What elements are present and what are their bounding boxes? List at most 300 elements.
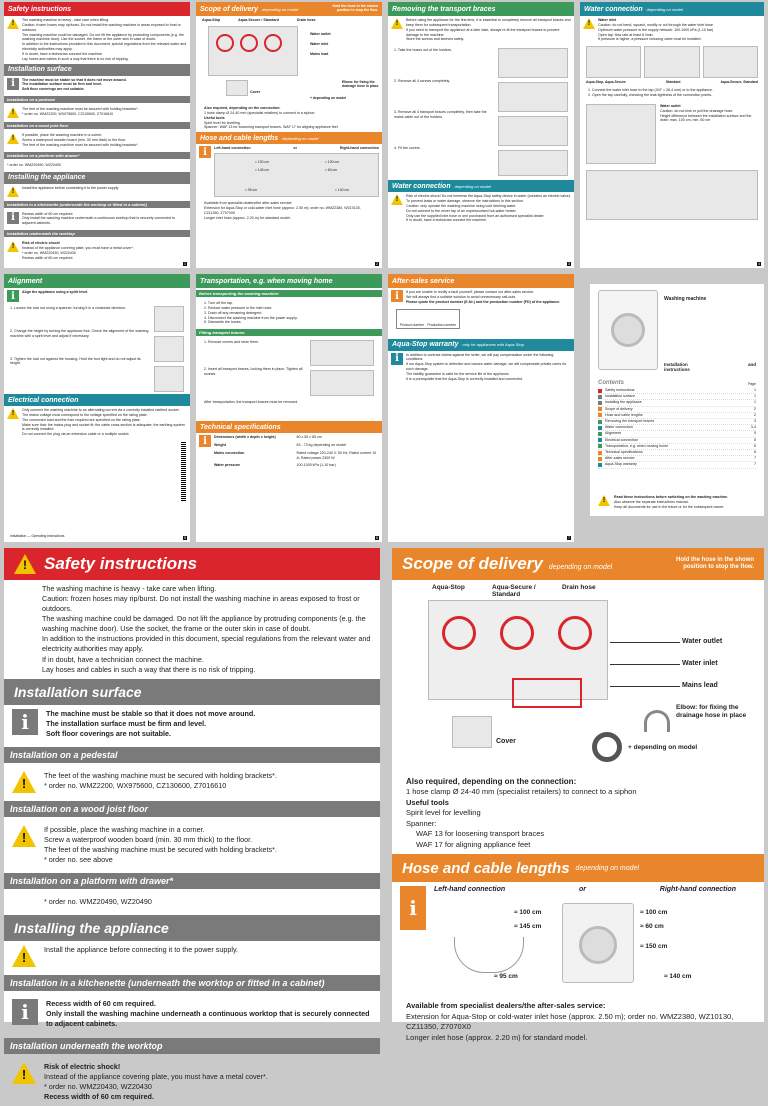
water-inlet-item: Caution: do not bend, squash, modify or cut through the water inlet hose. xyxy=(598,22,714,27)
elbow-icon xyxy=(644,710,670,732)
toc-bullet-icon xyxy=(598,463,602,467)
warning-icon xyxy=(12,1062,36,1084)
inlet-label: Standard xyxy=(665,80,681,85)
toc-page: 7 xyxy=(754,456,756,461)
electrical-item: Only connect the washing machine to an alternating current via a correctly installed earthed socket. xyxy=(22,408,180,412)
zoom-hose-label: Water inlet xyxy=(682,660,718,667)
zoom-panel-safety xyxy=(4,548,380,1101)
alignment-title-bar xyxy=(4,274,190,288)
water-inlet-item: Optimum water pressure in the supply network: 100-1000 kPa (1-10 bar) xyxy=(598,27,714,32)
inlet-illustration xyxy=(644,46,699,78)
zoom-cover-item: Recess width of 60 cm required. xyxy=(44,1091,154,1101)
zoom-safety-item: The washing machine is heavy - take care when lifting. xyxy=(42,584,217,593)
hose-label: Water outlet xyxy=(310,32,331,36)
alignment-illustration xyxy=(154,336,184,362)
braces-intro: Store the screws and sleeves safely. xyxy=(406,37,465,42)
toc-label: Aqua-Stop warranty xyxy=(605,462,637,467)
outlet-illustration xyxy=(586,104,656,164)
zoom-also-item: Useful tools xyxy=(406,797,449,807)
water-connection-title: Water connection xyxy=(392,182,451,190)
zoom-beam-item: * order no. see above xyxy=(44,855,113,865)
zoom-install-item: The installation surface must be firm and level. xyxy=(46,718,207,728)
zoom-pedestal-item: The feet of the washing machine must be secured with holding brackets*. xyxy=(44,770,277,780)
zoom-also-item: 1 hose clamp Ø 24-40 mm (specialist retailers) to connect to a siphon xyxy=(406,787,637,797)
toc-bullet-icon xyxy=(598,389,602,393)
water-title: Water connection xyxy=(584,5,643,13)
zoom-scope-label: Drain hose xyxy=(562,584,596,591)
warning-icon xyxy=(7,133,19,144)
toc-label: Hose and cable lengths xyxy=(605,412,643,417)
cover-subtitle: Installation xyxy=(664,362,688,367)
zoom-avail-item: Available from specialist dealers/the after-sales service: xyxy=(406,1001,606,1011)
cover-subtitle-and: and xyxy=(747,362,756,367)
hose-lengths-title: Hose and cable lengths xyxy=(200,134,279,142)
warning-icon xyxy=(12,825,36,847)
warning-icon xyxy=(391,18,403,29)
toc-bullet-icon xyxy=(598,395,602,399)
aqua-stop-title: Aqua-Stop warranty xyxy=(392,341,459,349)
specs-title: Technical specifications xyxy=(200,423,281,431)
prep-heading: Before transporting the washing machine: xyxy=(196,290,382,297)
door-icon xyxy=(579,926,617,964)
production-number-label: Production number xyxy=(427,322,456,327)
also-item: Spanner: WAF 13 for loosening transport braces, WAF 17 for aligning appliance feet xyxy=(204,125,338,130)
cover-label: Cover xyxy=(250,90,261,94)
callout-circle xyxy=(240,34,258,52)
scope-label: Drain hose xyxy=(296,18,316,22)
avail-item: Longer inlet hose (approx. 2.20 m) for standard model. xyxy=(204,215,291,220)
dimension: ≈ 95 cm xyxy=(245,188,258,193)
beam-item: If possible, place the washing machine in a corner. xyxy=(22,133,103,138)
toc-bullet-icon xyxy=(598,413,602,417)
hose-label: Mains lead xyxy=(310,52,329,56)
water-item: Caution: only operate the washing machine using cold drinking water. xyxy=(406,203,517,208)
braces-title-bar xyxy=(388,2,574,16)
or-label: or xyxy=(293,146,297,151)
transport-title: Transportation, e.g. when moving home xyxy=(200,277,333,285)
water-connection-sub: depending on model xyxy=(454,183,491,189)
warning-icon xyxy=(598,495,610,506)
info-icon: i xyxy=(7,212,19,224)
zoom-also-item: Spirit level for levelling xyxy=(406,808,481,818)
cover-footer: Also observe the separate instructions manual. xyxy=(614,500,689,505)
toc-page: 6 xyxy=(754,450,756,455)
spec-label: Weight xyxy=(214,442,226,447)
toc-label: Technical specifications xyxy=(605,450,643,455)
braces-step: 4. Fit the covers. xyxy=(394,145,421,150)
zoom-install-item: The machine must be stable so that it does not move around. xyxy=(46,708,256,718)
washing-machine-illustration xyxy=(598,290,658,370)
page-number: 5 xyxy=(184,536,186,540)
fit-illustration xyxy=(310,340,374,366)
zoom-install-surface-title: Installation surface xyxy=(14,683,142,700)
zoom-avail-item: Extension for Aqua-Stop or cold-water inlet hose (approx. 2.50 m); order no. WMZ2380, WZ10130, CZ11350, Z7070X0 xyxy=(406,1011,734,1032)
toc-page: 6 xyxy=(754,443,756,448)
contents-title: Contents xyxy=(598,380,624,386)
aqua-item: If our Aqua-Stop system is defective and causes water damage, we will compensate private users for such damage. xyxy=(406,362,567,372)
zoom-appliance-bar xyxy=(4,915,380,941)
aqua-item: The liability guarantee is valid for the service life of the appliance. xyxy=(406,371,510,376)
hose-length-illustration xyxy=(214,153,379,197)
transport-title-bar xyxy=(196,274,382,288)
warning-icon xyxy=(12,771,36,793)
toc-label: Removing the transport braces xyxy=(605,419,655,424)
electrical-item: The mains voltage must correspond to the voltage specified on the rating plate. xyxy=(22,412,148,417)
callout-box xyxy=(512,678,582,708)
beam-item: Screw a waterproof wooden board (min. 30 mm thick) to the floor. xyxy=(22,137,127,142)
depending-label: + depending on model xyxy=(310,96,347,100)
zoom-beam-item: The feet of the washing machine must be secured with holding brackets*. xyxy=(44,845,277,855)
fit-step: 2. Insert all transport braces, locking them in place. Tighten all screws. xyxy=(204,367,303,376)
dimension: ≈ 60 cm xyxy=(325,168,338,173)
zoom-kitchen-item: Only install the washing machine underneath a continuous worktop that is securely connected to adjacent cabinets. xyxy=(46,1009,370,1029)
safety-item: The washing machine could be damaged. Do not lift the appliance by protruding components (e.g. the washing machine door). Use the socket, the frame or the outer skin in case of doubt. xyxy=(22,32,184,42)
alignment-step: 3. Tighten the lock nut against the housing. Hold the foot tight and do not adjust its height. xyxy=(10,356,141,366)
cover-heading: Risk of electric shock! xyxy=(22,241,61,246)
zoom-beam-heading: Installation on a wood joist floor xyxy=(4,801,380,817)
zoom-safety-title: Safety instructions xyxy=(44,554,198,573)
zoom-scope-side-note: Hold the hose in the shown position to stop the flow. xyxy=(676,557,754,570)
warning-icon xyxy=(583,18,595,29)
connect-step: 2. Open the tap carefully, checking the leak tightness of the connection points. xyxy=(588,93,712,98)
info-icon: i xyxy=(12,999,38,1025)
hose-lengths-bar xyxy=(196,132,382,144)
pedestal-item: * order no. WMZ2200, WX975600, CZ130600, Z7016610 xyxy=(22,111,114,116)
zoom-also-item: WAF 13 for loosening transport braces xyxy=(416,829,545,839)
also-item: Useful tools xyxy=(204,115,225,120)
right-connection-label: Right-hand connection xyxy=(339,146,379,151)
toc-label: Alignment xyxy=(605,431,621,436)
alignment-step: 1. Loosen the lock nut using a spanner, turning it in a clockwise direction. xyxy=(10,306,127,310)
inlet-label: Aqua-Secure, Standard xyxy=(720,80,758,85)
after-sales-title-bar xyxy=(388,274,574,288)
zoom-scope-sub: depending on model xyxy=(548,564,613,571)
electrical-item: The connected load and the fuse required are specified on the rating plate. xyxy=(22,417,141,422)
warning-icon xyxy=(7,241,19,252)
zoom-right-connection-label: Right-hand connection xyxy=(659,886,736,894)
cover-title: Washing machine xyxy=(664,296,707,302)
after-sales-title: After-sales service xyxy=(392,277,455,285)
washing-machine-front-icon xyxy=(562,903,634,983)
safety-item: Caution: frozen hoses may rip/burst. Do not install the washing machine in areas exposed to frost or outdoors. xyxy=(22,22,181,32)
zoom-scope-title-bar xyxy=(392,548,764,580)
zoom-scope-label: Aqua-Stop xyxy=(432,584,465,591)
toc-bullet-icon xyxy=(598,407,602,411)
electrical-title: Electrical connection xyxy=(8,396,79,404)
after-sales-item: We will always find a suitable solution to avoid unnecessary call-outs. xyxy=(406,294,517,299)
safety-item: In addition to the instructions provided in this document, special regulations from the relevant water and electricity authorities may apply. xyxy=(22,42,187,52)
zoom-or-label: or xyxy=(578,886,586,894)
toc-bullet-icon xyxy=(598,426,602,430)
prep-step: 2. Reduce water pressure in the inlet hose. xyxy=(204,305,273,310)
spec-value: 100-1000 kPa (1-10 bar) xyxy=(296,463,336,468)
cover-illustration xyxy=(226,80,248,96)
spec-label: Water pressure xyxy=(214,463,241,468)
warning-icon xyxy=(7,18,19,29)
connect-step: 1. Connect the water inlet hose to the tap (3/4" = 26.4 mm) or to the appliance. xyxy=(588,88,713,93)
toc-bullet-icon xyxy=(598,401,602,405)
avail-item: Available from specialist dealers/the after-sales service: xyxy=(204,201,293,206)
braces-step: 1. Take the hoses out of the holders. xyxy=(394,48,452,53)
zoom-worktop-heading: Installation underneath the worktop xyxy=(4,1038,380,1054)
zoom-install-surface-bar xyxy=(4,679,380,705)
spec-value: Rated voltage 220-240 V, 50 Hz; Rated current 10 A; Rated power 2300 W xyxy=(296,450,377,460)
water-inlet-item: Open tap: flow rate at least 8 l/min. xyxy=(598,32,654,37)
zoom-cover-item: * order no. WMZ20430, WZ20430 xyxy=(44,1081,152,1091)
hose-clamp-icon xyxy=(592,732,622,762)
page-number: 2 xyxy=(376,262,378,266)
zoom-cover-item: Instead of the appliance covering plate, you must have a metal cover*. xyxy=(44,1071,268,1081)
toc-label: Installation surface xyxy=(605,394,635,399)
info-icon: i xyxy=(199,435,211,447)
toc-page: 2 xyxy=(754,406,756,411)
electrical-item: Make sure that: the mains plug and socket fit; the cable cross section is adequate; the earthing system is correctly installed. xyxy=(22,422,185,432)
scope-side-note: Hold the hose in the shown position to stop the flow. xyxy=(332,4,378,12)
scope-label: Aqua-Stop xyxy=(202,18,221,22)
panel-water-connection xyxy=(580,2,764,268)
alignment-intro: Align the appliance using a spirit level. xyxy=(22,290,89,294)
dimension: ≈ 140 cm xyxy=(335,188,349,193)
braces-intro: Before using the appliance for the first time, it is essential to completely remove all transport braces and keep them for subsequent transportation. xyxy=(406,18,571,27)
kitchen-heading: Installation in a kitchenette (underneath the worktop or fitted in a cabinet) xyxy=(4,201,190,208)
toc-page: 7 xyxy=(754,462,756,467)
zoom-safety-item: Lay hoses and cables in such a way that there is no risk of tripping. xyxy=(42,664,256,674)
leader-line xyxy=(610,686,680,687)
zoom-kitchen-item: Recess width of 60 cm required. xyxy=(46,999,156,1009)
after-sales-item: Please quote the product number (E-Nr.) and the production number (FD) of the appliance. xyxy=(406,299,561,304)
zoom-safety-item: In addition to the instructions provided in this document, special regulations from the relevant water and electricity authorities may apply. xyxy=(42,634,371,654)
water-item: Only use the supplied inlet hose or one purchased from an authorised specialist dealer. xyxy=(406,213,545,218)
page-number: 1 xyxy=(184,262,186,266)
zoom-safety-item: The washing machine could be damaged. Do not lift the appliance by protruding components (e.g. the washing machine door). Use the socket, the frame or the outer skin in case of doubt. xyxy=(42,614,366,634)
page-number: 4 xyxy=(758,262,760,266)
appliance-item: Install the appliance before connecting it to the power supply. xyxy=(22,185,120,190)
info-icon: i xyxy=(400,886,426,930)
hose-lengths-sub: depending on model xyxy=(282,135,319,141)
inlet-illustration xyxy=(586,46,641,78)
beam-heading: Installation on a wood joist floor xyxy=(4,122,190,129)
toc-label: Safety instructions xyxy=(605,388,635,392)
safety-title-bar xyxy=(4,2,190,16)
toc-row[interactable] xyxy=(598,462,756,468)
step-illustration xyxy=(498,82,568,112)
kitchen-item: Only install the washing machine underneath a continuous worktop that is securely connected to adjacent cabinets. xyxy=(22,216,176,226)
zoom-also-heading: Also required, depending on the connection: xyxy=(406,777,577,786)
scope-title-bar xyxy=(196,2,382,16)
info-icon: i xyxy=(12,709,38,735)
zoom-platform-heading: Installation on a platform with drawer* xyxy=(4,873,380,889)
toc-label: Electrical connection xyxy=(605,437,638,442)
step-illustration xyxy=(498,48,568,78)
appliance-title: Installing the appliance xyxy=(8,174,86,181)
zoom-hose-lengths-sub: depending on model xyxy=(575,864,639,872)
cover-footer: Read these instructions before switching on the washing machine. xyxy=(614,495,729,500)
cover-item: Recess width of 60 cm required. xyxy=(22,255,74,260)
zoom-pedestal-heading: Installation on a pedestal xyxy=(4,747,380,763)
toc-label: Installing the appliance xyxy=(605,400,642,405)
inlet-label: Aqua-Stop, Aqua-Secure xyxy=(586,80,626,85)
aqua-stop-sub: only for appliances with Aqua-Stop xyxy=(462,342,524,348)
page-number: 6 xyxy=(376,536,378,540)
toc-page: 5 xyxy=(754,437,756,442)
water-title-bar xyxy=(580,2,764,16)
water-item: Risk of electric shock! Do not immerse the Aqua-Stop safety device in water (contains an electric valve). xyxy=(406,194,571,199)
toc-label: After-sales service xyxy=(605,456,635,461)
fit-step: 1. Remove covers and store them. xyxy=(204,340,259,345)
transport-note: After transportation, the transport braces must be removed. xyxy=(204,400,299,405)
also-required-heading: Also required, depending on the connection: xyxy=(204,106,281,110)
aqua-stop-bar xyxy=(388,339,574,351)
braces-intro: If you need to transport the appliance at a later date, always re-fit the transport braces to prevent damage to the machine. xyxy=(406,27,560,37)
toc-label: Water connection xyxy=(605,425,633,430)
braces-step: 2. Remove all 4 screws completely. xyxy=(394,79,451,84)
zoom-panel-scope xyxy=(392,548,764,1042)
water-inlet-item: If pressure is higher, a pressure reducing valve must be installed. xyxy=(598,37,702,42)
left-connection-label: Left-hand connection xyxy=(214,146,251,151)
zoom-also-item: WAF 17 for aligning appliance feet xyxy=(416,839,531,849)
scope-label: Aqua-Secure / Standard xyxy=(238,18,279,22)
kitchen-item: Recess width of 60 cm required. xyxy=(22,211,74,216)
warning-icon xyxy=(391,194,403,205)
panel-cover xyxy=(590,284,764,516)
warning-icon xyxy=(7,107,19,118)
water-item: If in doubt, have a technician connect the machine. xyxy=(406,218,487,223)
zoom-cover-illustration xyxy=(452,716,492,748)
zoom-dimension: ≈ 95 cm xyxy=(494,973,518,981)
zoom-kitchen-heading: Installation in a kitchenette (underneath the worktop or fitted in a cabinet) xyxy=(4,975,380,991)
barcode xyxy=(181,442,186,502)
also-item: Spirit level for levelling xyxy=(204,120,240,125)
step-illustration xyxy=(498,150,568,176)
warning-icon xyxy=(7,186,19,197)
outlet-heading: Water outlet xyxy=(660,103,681,108)
spec-value: 60 x 55 x 85 cm xyxy=(296,435,322,440)
zoom-dimension: ≈ 145 cm xyxy=(514,923,542,931)
leader-line xyxy=(610,664,680,665)
after-sales-item: If you are unable to rectify a fault yourself, please contact our after-sales service. xyxy=(406,290,535,294)
water-inlet-heading: Water inlet xyxy=(598,18,617,22)
page-number: 7 xyxy=(568,536,570,540)
safety-item: If in doubt, have a technician connect the machine. xyxy=(22,51,103,56)
info-icon: i xyxy=(391,290,403,302)
toc-bullet-icon xyxy=(598,438,602,442)
toc-label: Transportation, e.g. when moving home xyxy=(605,443,669,448)
toc-bullet-icon xyxy=(598,451,602,455)
zoom-hose-label: Mains lead xyxy=(682,682,718,689)
zoom-beam-item: If possible, place the washing machine in a corner. xyxy=(44,824,205,834)
zoom-dimension: ≈ 100 cm xyxy=(640,909,668,917)
spec-label: Dimensions (width x depth x height) xyxy=(214,435,276,440)
info-icon: i xyxy=(199,146,211,158)
product-number-label: Product number xyxy=(400,322,425,327)
platform-heading: Installation on a platform with drawer* xyxy=(4,152,190,159)
braces-title: Removing the transport braces xyxy=(392,5,496,13)
zoom-hose-lengths-bar xyxy=(392,854,764,882)
zoom-also-item: Spanner: xyxy=(406,818,437,828)
callout-circle xyxy=(264,34,282,52)
callout-circle xyxy=(500,616,534,650)
contents-page-label: Page xyxy=(748,382,756,386)
panel-transport-braces xyxy=(388,2,574,268)
panel-scope xyxy=(196,2,382,268)
water-item: Do not connect to the mixer tap of an unpressurised hot-water heater. xyxy=(406,208,517,213)
fit-illustration xyxy=(310,370,374,396)
toc-label: Scope of delivery xyxy=(605,406,633,411)
electrical-item: Do not connect the plug via an extension cable or a multiple socket. xyxy=(22,432,130,437)
footer-note: Installation — Operating instructions xyxy=(10,534,65,538)
braces-step: 3. Remove all 4 transport braces completely, then take the mains cable out of the holders. xyxy=(394,109,487,119)
info-icon: i xyxy=(7,290,19,302)
cover-item: Instead of the appliance covering plate, you must have a metal cover*. xyxy=(22,245,134,250)
toc-page: 1 xyxy=(754,400,756,405)
info-icon: i xyxy=(7,78,19,90)
zoom-appliance-item: Install the appliance before connecting it to the power supply. xyxy=(44,945,239,955)
prep-step: 3. Drain off any remaining detergent. xyxy=(204,310,263,315)
dimension: ≈ 100 cm xyxy=(325,160,339,165)
zoom-pedestal-item: * order no. WMZ2200, WX975600, CZ130600, Z7016610 xyxy=(44,781,227,791)
zoom-dimension: ≈ 150 cm xyxy=(640,943,668,951)
toc-bullet-icon xyxy=(598,432,602,436)
outlet-item: Height difference between the installation surface and the drain: max. 100 cm, min. 60 cm xyxy=(660,113,752,123)
beam-item: The feet of the washing machine must be secured with holding brackets*. xyxy=(22,142,139,147)
step-illustration xyxy=(498,116,568,146)
specs-bar xyxy=(196,421,382,433)
zoom-left-connection-label: Left-hand connection xyxy=(434,886,506,894)
zoom-dimension: ≈ 60 cm xyxy=(640,923,664,931)
zoom-hose-lengths-title: Hose and cable lengths xyxy=(402,859,570,877)
zoom-safety-item: Caution: frozen hoses may rip/burst. Do not install the washing machine in areas exposed to frost or outdoors. xyxy=(42,594,360,614)
cover-footer: Keep all documents for use in the future or for the subsequent owner. xyxy=(614,505,725,510)
platform-item: * order no. WMZ20490, WZ20490 xyxy=(7,162,61,167)
toc-page: 1 xyxy=(754,394,756,399)
toc-bullet-icon xyxy=(598,457,602,461)
cover-subtitle-2: instructions xyxy=(664,367,690,372)
zoom-elbow-label: Elbow: for fixing the drainage hose in place xyxy=(676,704,747,719)
basin-icon xyxy=(454,937,524,973)
zoom-scope-title: Scope of delivery xyxy=(402,554,543,573)
warning-icon: ! xyxy=(14,554,36,574)
zoom-hose-label: Water outlet xyxy=(682,638,723,645)
scope-title: Scope of delivery xyxy=(200,5,258,13)
siphon-illustration xyxy=(586,170,758,220)
spec-label: Mains connection xyxy=(214,450,245,455)
zoom-dimension: ≈ 100 cm xyxy=(514,909,542,917)
prep-step: 5. Dismantle the hoses. xyxy=(204,320,242,325)
warning-icon xyxy=(12,945,36,967)
dimension: ≈ 100 cm xyxy=(255,160,269,165)
alignment-step: 2. Change the height by turning the appliance foot. Check the alignment of the washing machine with a spirit level and adjust if necessary. xyxy=(10,328,149,338)
aqua-item: It is a prerequisite that the Aqua-Stop is correctly installed and connected. xyxy=(406,376,524,381)
worktop-heading: Installation underneath the worktop xyxy=(4,230,190,237)
prep-step: 1. Turn off the tap. xyxy=(204,301,234,305)
pedestal-item: The feet of the washing machine must be secured with holding brackets*. xyxy=(22,107,139,112)
electrical-bar xyxy=(4,394,190,406)
toc-page: 3-4 xyxy=(750,425,756,430)
prep-step: 4. Disconnect the washing machine from the power supply. xyxy=(204,315,298,320)
zoom-dimension: ≈ 140 cm xyxy=(664,973,692,981)
appliance-bar xyxy=(4,172,190,184)
install-item: Soft floor coverings are not suitable. xyxy=(22,87,85,92)
leader-line xyxy=(610,642,680,643)
zoom-scope-label: Aqua-Secure / Standard xyxy=(492,584,536,598)
alignment-illustration xyxy=(154,306,184,332)
zoom-cover-label: Cover xyxy=(496,738,516,745)
warning-icon xyxy=(7,408,19,419)
panel-after-sales xyxy=(388,274,574,542)
zoom-safety-item: If in doubt, have a technician connect the machine. xyxy=(42,654,204,664)
panel-safety xyxy=(4,2,190,268)
zoom-platform-item: * order no. WMZ20490, WZ20490 xyxy=(44,897,152,907)
